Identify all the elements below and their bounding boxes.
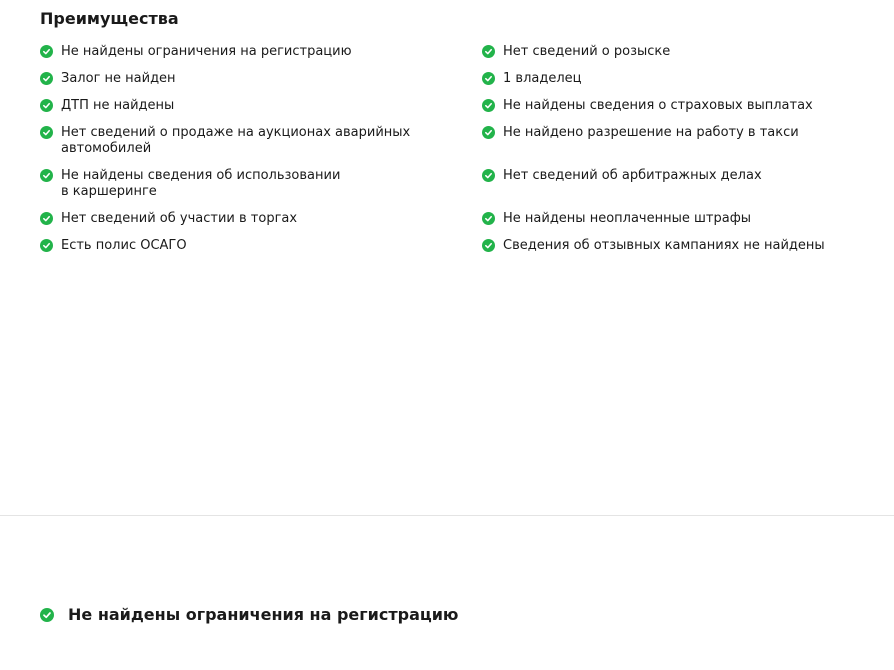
advantages-list: [40, 44, 890, 254]
advantage-item: [482, 211, 887, 227]
check-circle-icon: [482, 126, 495, 139]
detail-header: [40, 604, 458, 626]
check-circle-icon: [482, 239, 495, 252]
check-circle-icon: [40, 72, 53, 85]
check-circle-icon: [482, 212, 495, 225]
advantage-item: [40, 238, 482, 254]
check-circle-icon: [40, 212, 53, 225]
advantage-label: Не найдены ограничения на регистрацию: [61, 44, 352, 59]
advantage-label: Сведения об отзывных кампаниях не найдены: [503, 238, 825, 253]
check-circle-icon: [40, 169, 53, 182]
advantage-item: [40, 211, 482, 227]
advantage-label: Нет сведений о продаже на аукционах аварийных автомобилей: [61, 125, 411, 156]
advantage-label: 1 владелец: [503, 71, 582, 86]
advantage-label: Нет сведений о розыске: [503, 44, 671, 59]
advantage-label: Не найдены сведения об использовании в каршеринге: [61, 168, 341, 199]
check-circle-icon: [482, 169, 495, 182]
advantage-item: [40, 71, 482, 87]
advantage-item: [40, 168, 482, 200]
advantages-title: Преимущества: [40, 9, 179, 28]
check-circle-icon: [40, 45, 53, 58]
section-divider: [0, 515, 894, 516]
advantage-label: Залог не найден: [61, 71, 176, 86]
advantage-item: [40, 125, 482, 157]
advantage-item: [482, 168, 887, 200]
check-circle-icon: [40, 239, 53, 252]
detail-title: Не найдены ограничения на регистрацию: [68, 605, 459, 624]
advantage-label: Есть полис ОСАГО: [61, 238, 187, 253]
advantage-label: Не найдены неоплаченные штрафы: [503, 211, 752, 226]
check-circle-icon: [482, 99, 495, 112]
advantage-item: [40, 98, 482, 114]
advantage-label: Нет сведений об участии в торгах: [61, 211, 298, 226]
advantage-item: [482, 71, 887, 87]
advantage-label: Не найдено разрешение на работу в такси: [503, 125, 799, 140]
check-circle-icon: [482, 72, 495, 85]
advantage-item: [482, 125, 887, 157]
advantage-item: [482, 238, 887, 254]
advantage-item: [40, 44, 482, 60]
advantage-label: Не найдены сведения о страховых выплатах: [503, 98, 813, 113]
advantage-label: Нет сведений об арбитражных делах: [503, 168, 762, 183]
check-circle-icon: [40, 99, 53, 112]
advantage-item: [482, 98, 887, 114]
check-circle-icon: [482, 45, 495, 58]
advantage-item: [482, 44, 887, 60]
check-circle-icon: [40, 608, 54, 622]
check-circle-icon: [40, 126, 53, 139]
advantage-label: ДТП не найдены: [61, 98, 175, 113]
